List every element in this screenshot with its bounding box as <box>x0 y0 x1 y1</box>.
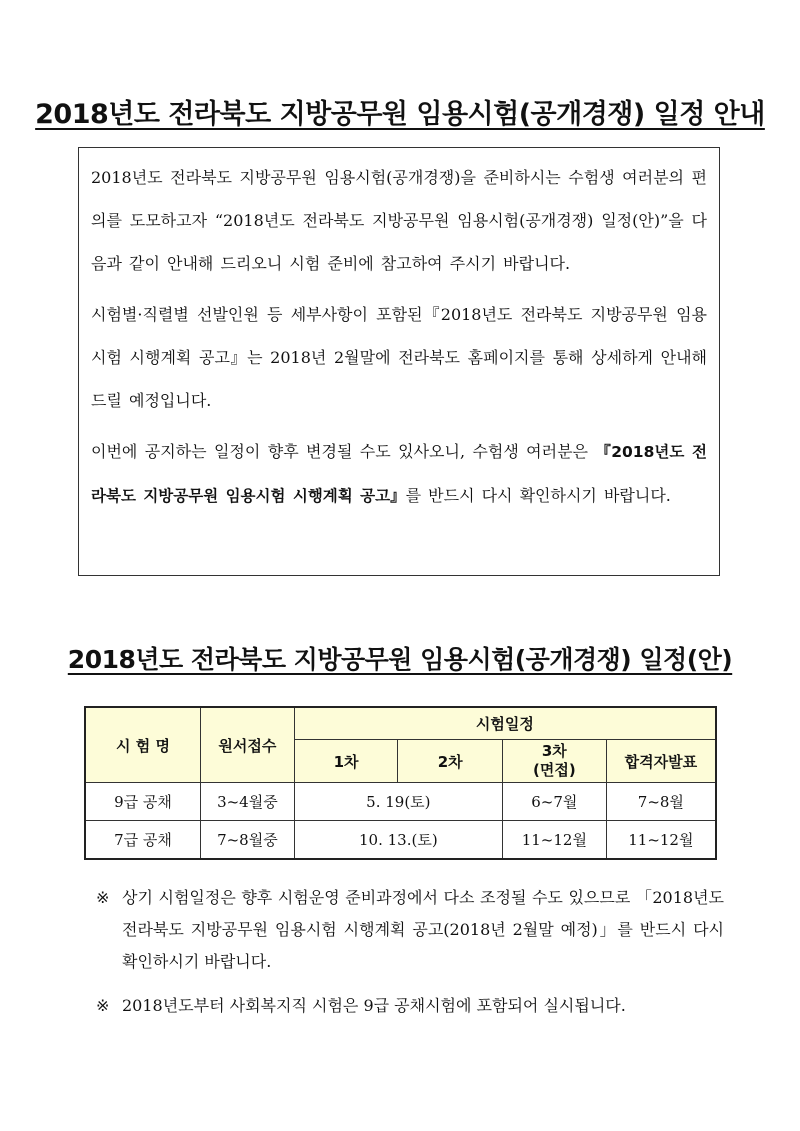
reference-mark: ※ <box>96 996 110 1015</box>
schedule-title-text: 2018년도 전라북도 지방공무원 임용시험(공개경쟁) 일정(안) <box>67 645 733 674</box>
note-text: 2018년도부터 사회복지직 시험은 9급 공채시험에 포함되어 실시됩니다. <box>122 996 626 1015</box>
cell-announcement: 7~8월 <box>606 783 716 821</box>
schedule-title <box>0 640 800 676</box>
table-header-row <box>85 707 716 740</box>
cell-exam: 7급 공채 <box>85 821 201 860</box>
reference-mark: ※ <box>96 888 110 907</box>
header-announcement: 합격자발표 <box>606 740 716 783</box>
notice-box <box>78 147 720 576</box>
note-item <box>96 882 724 978</box>
notice-paragraph-3-tail: 를 반드시 다시 확인하시기 바랍니다. <box>405 486 671 505</box>
table-row <box>85 783 716 821</box>
notice-paragraph-3 <box>91 430 707 518</box>
page-title-text: 2018년도 전라북도 지방공무원 임용시험(공개경쟁) 일정 안내 <box>35 99 765 130</box>
note-item <box>96 990 724 1022</box>
page-title <box>0 92 800 131</box>
notes-section <box>96 882 724 1022</box>
note-text: 상기 시험일정은 향후 시험운영 준비과정에서 다소 조정될 수도 있으므로 「2018년도 전라북도 지방공무원 임용시험 시행계획 공고(2018년 2월말 예정)」를 반드시 다시 확인하시기 바랍니다. <box>122 888 724 971</box>
cell-first-second-date: 10. 13.(토) <box>294 821 502 860</box>
header-third-round: 3차 (면접) <box>502 740 606 783</box>
cell-exam: 9급 공채 <box>85 783 201 821</box>
header-first-round: 1차 <box>294 740 398 783</box>
cell-first-second-date: 5. 19(토) <box>294 783 502 821</box>
header-second-round: 2차 <box>398 740 503 783</box>
notice-announcement-reference: 『2018년도 전라북도 지방공무원 임용시험 시행계획 공고』 <box>91 443 707 505</box>
notice-paragraph-1: 2018년도 전라북도 지방공무원 임용시험(공개경쟁)을 준비하시는 수험생 여러분의 편의를 도모하고자 “2018년도 전라북도 지방공무원 임용시험(공개경쟁) 일정(안)”을 다음과 같이 안내해 드리오니 시험 준비에 참고하여 주시기 바랍니다. <box>91 168 707 273</box>
header-application: 원서접수 <box>201 707 295 783</box>
table-row <box>85 821 716 860</box>
cell-third: 11~12월 <box>502 821 606 860</box>
cell-third: 6~7월 <box>502 783 606 821</box>
header-exam-name: 시 험 명 <box>85 707 201 783</box>
notice-paragraph-2: 시험별·직렬별 선발인원 등 세부사항이 포함된『2018년도 전라북도 지방공무원 임용시험 시행계획 공고』는 2018년 2월말에 전라북도 홈페이지를 통해 상세하게 안내해 드릴 예정입니다. <box>91 305 707 410</box>
schedule-table <box>84 706 717 860</box>
cell-application: 3~4월중 <box>201 783 295 821</box>
cell-application: 7~8월중 <box>201 821 295 860</box>
cell-announcement: 11~12월 <box>606 821 716 860</box>
header-exam-schedule: 시험일정 <box>294 707 716 740</box>
notice-paragraph-3-lead: 이번에 공지하는 일정이 향후 변경될 수도 있사오니, 수험생 여러분은 <box>91 442 596 461</box>
